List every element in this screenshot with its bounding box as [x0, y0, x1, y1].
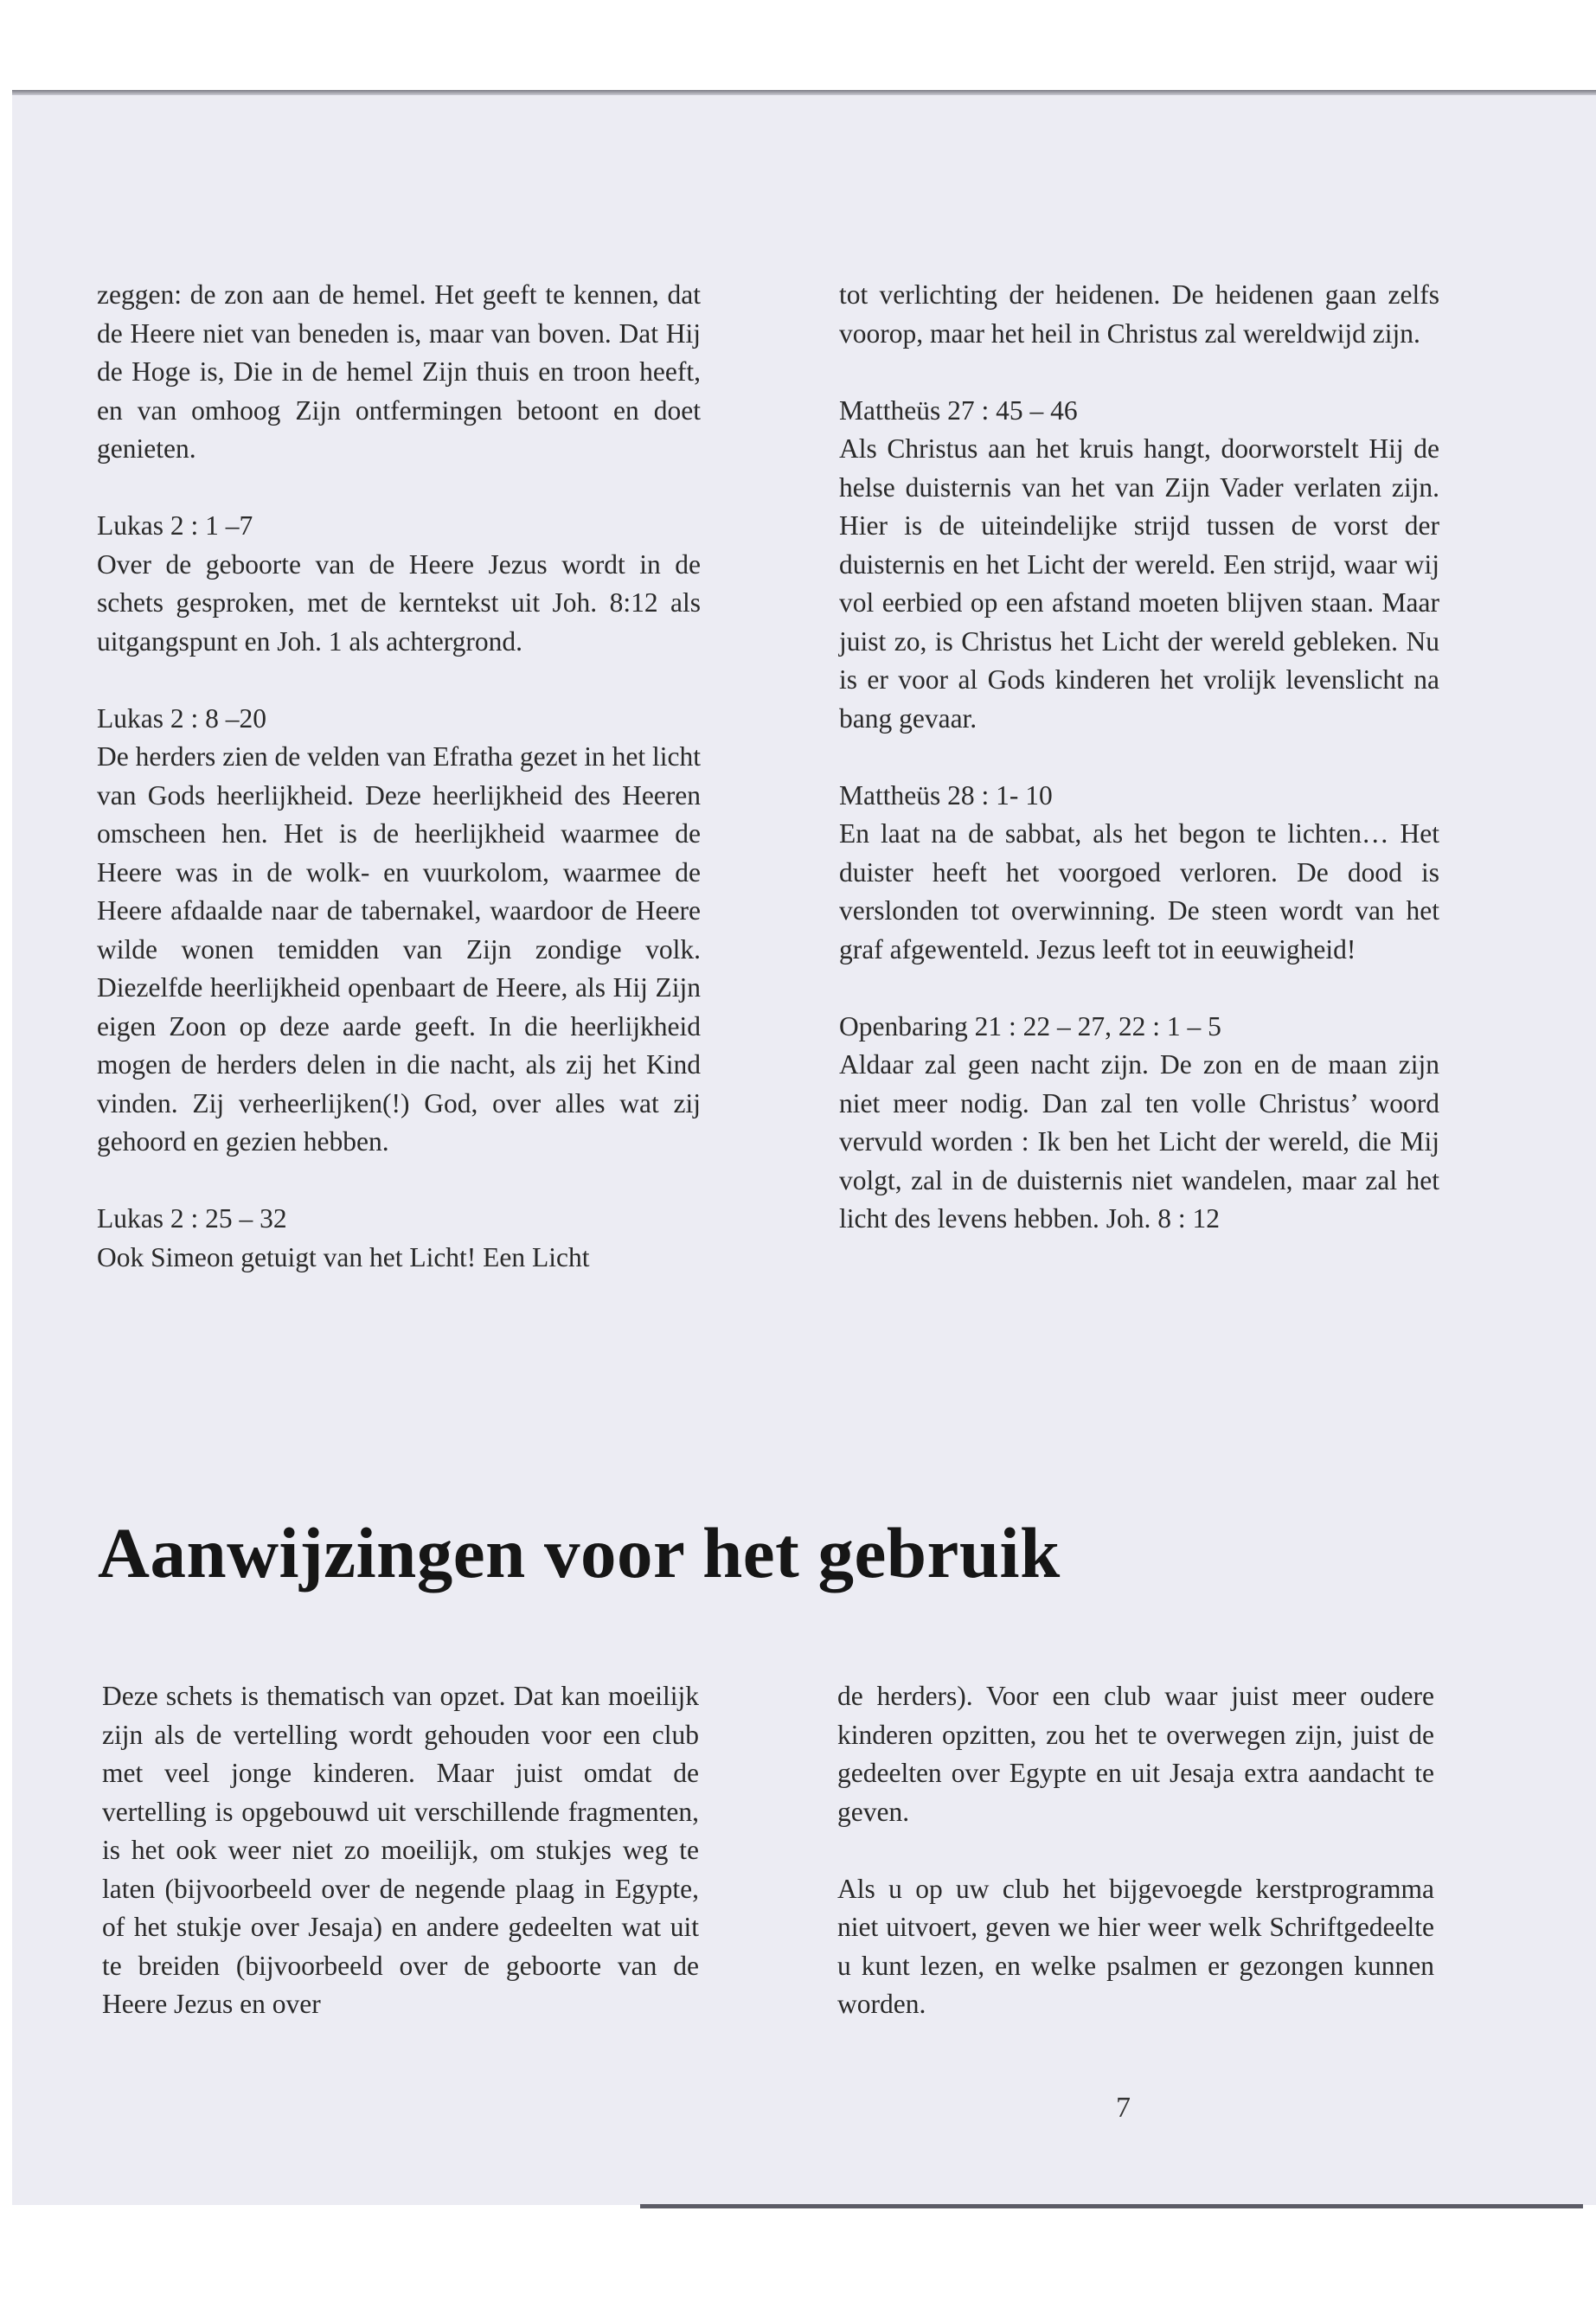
section-lukas-2-1: [97, 507, 701, 661]
usage-paragraph: Als u op uw club het bijgevoegde kerstprogramma niet uitvoert, geven we hier weer welk Schriftgedeelte u kunt lezen, en welke psalmen er gezongen kunnen worden.: [837, 1873, 1434, 2019]
scripture-reference: Mattheüs 28 : 1- 10: [839, 779, 1053, 811]
section-lukas-2-8: [97, 700, 701, 1162]
section-text: Ook Simeon getuigt van het Licht! Een Licht: [97, 1241, 590, 1272]
text-column-1: [97, 276, 701, 1277]
scripture-reference: Openbaring 21 : 22 – 27, 22 : 1 – 5: [839, 1010, 1221, 1042]
scripture-reference: Lukas 2 : 1 –7: [97, 510, 253, 541]
column-2-intro: tot verlichting der heidenen. De heidenen gaan zelfs voorop, maar het heil in Christus zal wereldwijd zijn.: [839, 279, 1439, 349]
text-column-2: [839, 276, 1439, 1239]
scripture-reference: Lukas 2 : 8 –20: [97, 702, 266, 734]
top-rule: [12, 90, 1596, 95]
text-column-4: [837, 1677, 1434, 2024]
section-text: Als Christus aan het kruis hangt, doorworstelt Hij de helse duisternis van het van Zijn Vader verlaten zijn. Hier is de uiteindelijke strijd tussen de vorst der duisternis en het Licht der wereld. Een strijd, waar wij vol eerbied op een afstand moeten blijven staan. Maar juist zo, is Christus het Licht der wereld gebleken. Nu is er voor al Gods kinderen het vrolijk levenslicht na bang gevaar.: [839, 433, 1439, 734]
section-text: De herders zien de velden van Efratha gezet in het licht van Gods heerlijkheid. Deze heerlijkheid des Heeren omscheen hen. Het is de heerlijkheid waarmee de Heere was in de wolk- en vuurkolom, waarmee de Heere afdaalde naar de tabernakel, waardoor de Heere wilde wonen temidden van Zijn zondige volk. Diezelfde heerlijkheid openbaart de Heere, als Hij Zijn eigen Zoon op deze aarde geeft. In die heerlijkheid mogen de herders delen in die nacht, als zij het Kind vinden. Zij verheerlijken(!) God, over alles wat zij gehoord en gezien hebben.: [97, 741, 701, 1157]
section-text: Aldaar zal geen nacht zijn. De zon en de maan zijn niet meer nodig. Dan zal ten volle Christus’ woord vervuld worden : Ik ben het Licht der wereld, die Mij volgt, zal in de duisternis niet wandelen, maar zal het licht des levens hebben. Joh. 8 : 12: [839, 1049, 1439, 1234]
section-lukas-2-25: [97, 1200, 701, 1277]
page-number: 7: [1116, 2092, 1131, 2124]
section-heading: Aanwijzingen voor het gebruik: [98, 1513, 1061, 1593]
usage-paragraph: de herders). Voor een club waar juist meer oudere kinderen opzitten, zou het te overwegen zijn, juist de gedeelten over Egypte en uit Jesaja extra aandacht te geven.: [837, 1681, 1434, 1827]
scripture-reference: Lukas 2 : 25 – 32: [97, 1203, 287, 1234]
usage-paragraph: Deze schets is thematisch van opzet. Dat kan moeilijk zijn als de vertelling wordt gehouden voor een club met veel jonge kinderen. Maar juist omdat de vertelling is opgebouwd uit verschillende fragmenten, is het ook weer niet zo moeilijk, om stukjes weg te laten (bijvoorbeeld over de negende plaag in Egypte, of het stukje over Jesaja) en andere gedeelten wat uit te breiden (bijvoorbeeld over de geboorte van de Heere Jezus en over: [102, 1681, 699, 2019]
section-text: En laat na de sabbat, als het begon te lichten… Het duister heeft het voorgoed verloren. De dood is verslonden tot overwinning. De steen wordt van het graf afgewenteld. Jezus leeft tot in eeuwigheid!: [839, 818, 1439, 965]
section-text: Over de geboorte van de Heere Jezus wordt in de schets gesproken, met de kerntekst uit Joh. 8:12 als uitgangspunt en Joh. 1 als achtergrond.: [97, 548, 701, 657]
text-column-3: [102, 1677, 699, 2024]
scripture-reference: Mattheüs 27 : 45 – 46: [839, 394, 1078, 426]
column-1-intro: zeggen: de zon aan de hemel. Het geeft te kennen, dat de Heere niet van beneden is, maar van boven. Dat Hij de Hoge is, Die in de hemel Zijn thuis en troon heeft, en van omhoog Zijn ontfermingen betoont en doet genieten.: [97, 279, 701, 464]
bottom-rule: [640, 2204, 1583, 2208]
section-openbaring-21: [839, 1008, 1439, 1239]
section-mattheus-28: [839, 777, 1439, 970]
section-mattheus-27: [839, 392, 1439, 739]
